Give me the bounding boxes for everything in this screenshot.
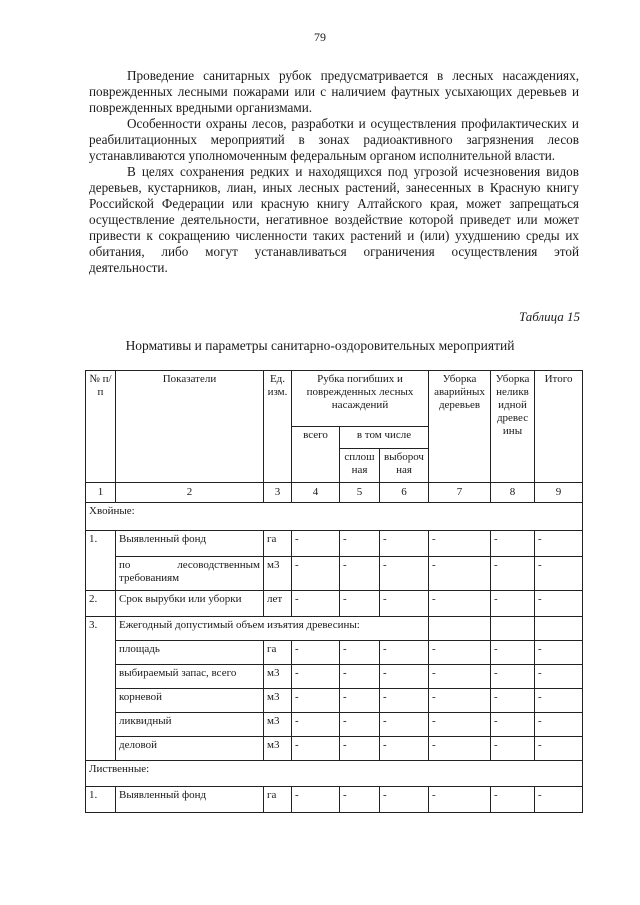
header-including: в том числе: [340, 427, 429, 449]
table-row: [86, 617, 583, 641]
paragraph: Проведение санитарных рубок предусматривается в лесных насаждениях, поврежденных лесными пожарами или с наличием фаутных усыхающих деревьев и поврежденных вредными организмами.: [89, 68, 579, 115]
header-num: № п/п: [86, 371, 116, 483]
col-number: 6: [380, 483, 429, 503]
header-illiquid: Уборка неликв идной древес ины: [491, 371, 535, 483]
value-cell: -: [429, 531, 491, 557]
header-unit: Ед. изм.: [264, 371, 292, 483]
value-cell: -: [491, 665, 535, 689]
value-cell: -: [429, 689, 491, 713]
paragraph: Особенности охраны лесов, разработки и осуществления профилактических и реабилитационных мероприятий в зонах радиоактивного загрязнения лесов устанавливаются уполномоченным федеральным органом исполнительной власти.: [89, 116, 579, 163]
value-cell: -: [429, 591, 491, 617]
value-cell: -: [535, 591, 583, 617]
col-number: 3: [264, 483, 292, 503]
table-row: [86, 641, 583, 665]
value-cell: -: [292, 737, 340, 761]
body-text: [89, 68, 579, 276]
row-label: деловой: [116, 737, 264, 761]
header-clear: сплош ная: [340, 449, 380, 483]
col-number: 7: [429, 483, 491, 503]
value-cell: -: [491, 591, 535, 617]
value-cell: -: [491, 787, 535, 813]
value-cell: -: [340, 665, 380, 689]
value-cell: -: [292, 641, 340, 665]
paragraph: В целях сохранения редких и находящихся под угрозой исчезновения видов деревьев, кустарников, лиан, иных лесных растений, занесенных в Красную книгу Российской Федерации или красную книгу Алтайского края, может запрещаться осуществление деятельности, негативное воздействие которой приведет или может привести к сокращению численности таких растений и (или) ухудшению среды их обитания, либо могут устанавливаться ограничения осуществления этой деятельности.: [89, 164, 579, 275]
value-cell: -: [429, 557, 491, 591]
row-unit: га: [264, 531, 292, 557]
value-cell: -: [380, 787, 429, 813]
value-cell: -: [292, 689, 340, 713]
row-label: выбираемый запас, всего: [116, 665, 264, 689]
value-cell: -: [340, 591, 380, 617]
row-unit: га: [264, 787, 292, 813]
value-cell: -: [380, 665, 429, 689]
group-row: [86, 503, 583, 531]
value-cell: -: [429, 787, 491, 813]
value-cell: -: [292, 665, 340, 689]
value-cell: -: [429, 713, 491, 737]
value-cell: -: [535, 557, 583, 591]
row-label: по лесоводственным требованиям: [116, 557, 264, 591]
row-unit: м3: [264, 689, 292, 713]
value-cell: -: [429, 641, 491, 665]
value-cell: -: [535, 689, 583, 713]
row-num: 1.: [86, 531, 116, 591]
row-label: Выявленный фонд: [116, 787, 264, 813]
value-cell: -: [380, 557, 429, 591]
table-row: [86, 665, 583, 689]
table-row: [86, 713, 583, 737]
value-cell: -: [380, 713, 429, 737]
value-cell: -: [491, 713, 535, 737]
row-unit: м3: [264, 713, 292, 737]
value-cell: -: [292, 557, 340, 591]
value-cell: -: [340, 689, 380, 713]
value-cell: -: [340, 713, 380, 737]
value-cell: -: [340, 557, 380, 591]
value-cell: -: [380, 737, 429, 761]
row-label: ликвидный: [116, 713, 264, 737]
value-cell: -: [429, 665, 491, 689]
header-felling: Рубка погибших и поврежденных лесных насаждений: [292, 371, 429, 427]
value-cell: -: [380, 531, 429, 557]
header-windfall: Уборка аварийных деревьев: [429, 371, 491, 483]
row-unit: га: [264, 641, 292, 665]
header-sum: Итого: [535, 371, 583, 483]
value-cell: -: [340, 737, 380, 761]
col-number: 9: [535, 483, 583, 503]
row-unit: м3: [264, 665, 292, 689]
value-cell: -: [491, 557, 535, 591]
page-number: 79: [314, 30, 326, 44]
value-cell: -: [491, 689, 535, 713]
row-unit: м3: [264, 557, 292, 591]
value-cell: -: [292, 787, 340, 813]
row-label: Выявленный фонд: [116, 531, 264, 557]
row-label: площадь: [116, 641, 264, 665]
row-num: 3.: [86, 617, 116, 761]
value-cell: -: [340, 531, 380, 557]
value-cell: -: [535, 737, 583, 761]
norms-table: [85, 370, 583, 813]
table-title: Нормативы и параметры санитарно-оздоровительных мероприятий: [125, 338, 515, 353]
row-label: корневой: [116, 689, 264, 713]
value-cell: -: [380, 641, 429, 665]
value-cell: -: [429, 737, 491, 761]
table-row: [86, 531, 583, 557]
row-unit: лет: [264, 591, 292, 617]
header-total: всего: [292, 427, 340, 483]
value-cell: -: [292, 591, 340, 617]
group-name: Лиственные:: [86, 761, 583, 787]
col-number: 2: [116, 483, 264, 503]
header-selective: выбороч ная: [380, 449, 429, 483]
value-cell: -: [292, 713, 340, 737]
col-number: 5: [340, 483, 380, 503]
table-label: Таблица 15: [518, 309, 580, 324]
value-cell: -: [535, 641, 583, 665]
table-row: [86, 689, 583, 713]
col-number: 8: [491, 483, 535, 503]
row-num: 2.: [86, 591, 116, 617]
table-row: [86, 737, 583, 761]
value-cell: -: [292, 531, 340, 557]
value-cell: -: [491, 641, 535, 665]
row-num: 1.: [86, 787, 116, 813]
row-unit: м3: [264, 737, 292, 761]
table-row: [86, 787, 583, 813]
value-cell: -: [340, 641, 380, 665]
col-number: 1: [86, 483, 116, 503]
row-label: Срок вырубки или уборки: [116, 591, 264, 617]
value-cell: -: [535, 713, 583, 737]
group-row: [86, 761, 583, 787]
value-cell: -: [380, 591, 429, 617]
value-cell: -: [535, 787, 583, 813]
table-row: [86, 591, 583, 617]
table-row: [86, 557, 583, 591]
header-indicator: Показатели: [116, 371, 264, 483]
value-cell: -: [535, 665, 583, 689]
value-cell: -: [535, 531, 583, 557]
column-numbers-row: [86, 483, 583, 503]
group-name: Хвойные:: [86, 503, 583, 531]
col-number: 4: [292, 483, 340, 503]
value-cell: -: [491, 531, 535, 557]
value-cell: -: [380, 689, 429, 713]
value-cell: -: [491, 737, 535, 761]
section-label: Ежегодный допустимый объем изъятия древесины:: [116, 617, 429, 641]
value-cell: -: [340, 787, 380, 813]
